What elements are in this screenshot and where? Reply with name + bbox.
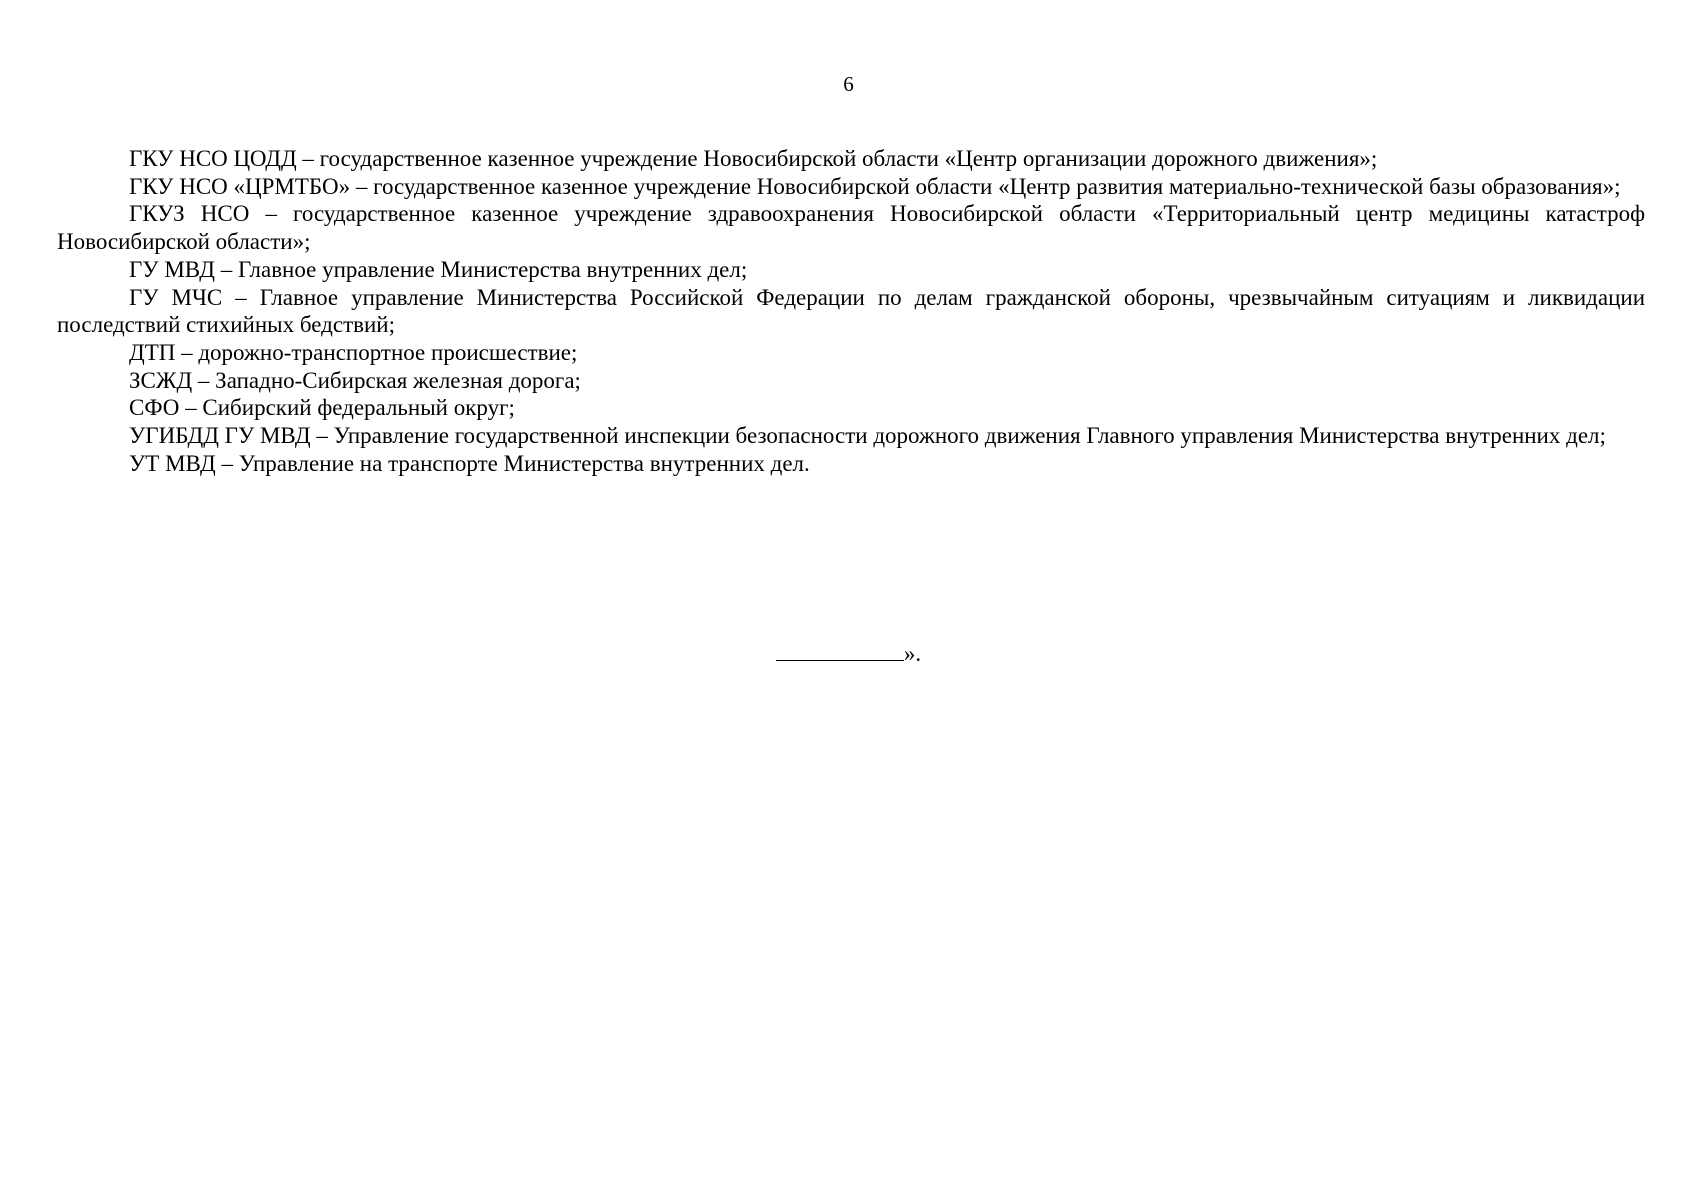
abbreviation-term: УГИБДД ГУ МВД [129,423,311,449]
abbreviation-definition: Управление государственной инспекции безопасности дорожного движения Главного управления Министерства внутренних дел; [333,423,1606,449]
abbreviation-term: ДТП [129,339,176,365]
abbreviation-item [57,394,1645,422]
abbreviation-item [57,256,1645,284]
abbreviation-dash: – [192,367,216,393]
abbreviation-definition: государственное казенное учреждение Новосибирской области «Центр развития материально-технической базы образования»; [373,173,1621,199]
abbreviation-term: ГУ МВД [129,256,215,282]
closing-quote: ». [903,641,922,666]
abbreviation-item [57,339,1645,367]
abbreviation-dash: – [350,173,374,199]
abbreviation-dash: – [215,450,239,476]
abbreviation-term: ГКУ НСО «ЦРМТБО» [129,173,351,199]
abbreviation-dash: – [296,146,320,171]
abbreviation-dash: – [179,395,203,421]
end-underline [776,636,904,661]
abbreviation-dash: – [249,201,294,227]
abbreviation-term: ГУ МЧС [129,284,223,310]
abbreviation-definition: Главное управление Министерства Российской Федерации по делам гражданской обороны, чрезвычайным ситуациям и ликвидации последствий стихийных бедствий; [57,284,1646,338]
abbreviation-definition: государственное казенное учреждение здравоохранения Новосибирской области «Территориальный центр медицины катастроф Новосибирской области»; [57,201,1645,255]
document-end-mark [0,636,1697,668]
page-number: 6 [843,72,854,96]
abbreviation-term: ЗСЖД [129,367,193,393]
abbreviation-term: ГКУЗ НСО [129,201,250,227]
abbreviation-item [57,145,1645,173]
abbreviation-item [57,173,1645,201]
abbreviation-dash: – [222,284,260,310]
abbreviation-term: УТ МВД [129,450,216,476]
abbreviation-definition: государственное казенное учреждение Новосибирской области «Центр организации дорожного движения»; [319,146,1378,171]
abbreviation-item [57,422,1645,450]
abbreviation-definition: Управление на транспорте Министерства внутренних дел. [238,450,810,476]
abbreviation-definition: Сибирский федеральный округ; [202,395,515,421]
abbreviation-item [57,450,1645,478]
abbreviation-term: СФО [129,395,180,421]
abbreviation-item [57,284,1645,339]
abbreviation-item [57,200,1645,255]
abbreviation-definition: дорожно-транспортное происшествие; [198,339,578,365]
abbreviation-item [57,367,1645,395]
abbreviation-dash: – [310,423,334,449]
abbreviation-dash: – [214,256,238,282]
abbreviation-term: ГКУ НСО ЦОДД [129,146,297,171]
abbreviation-definition: Главное управление Министерства внутренних дел; [237,256,748,282]
abbreviation-definition: Западно-Сибирская железная дорога; [215,367,581,393]
abbreviation-dash: – [175,339,199,365]
abbreviation-list [57,145,1645,477]
